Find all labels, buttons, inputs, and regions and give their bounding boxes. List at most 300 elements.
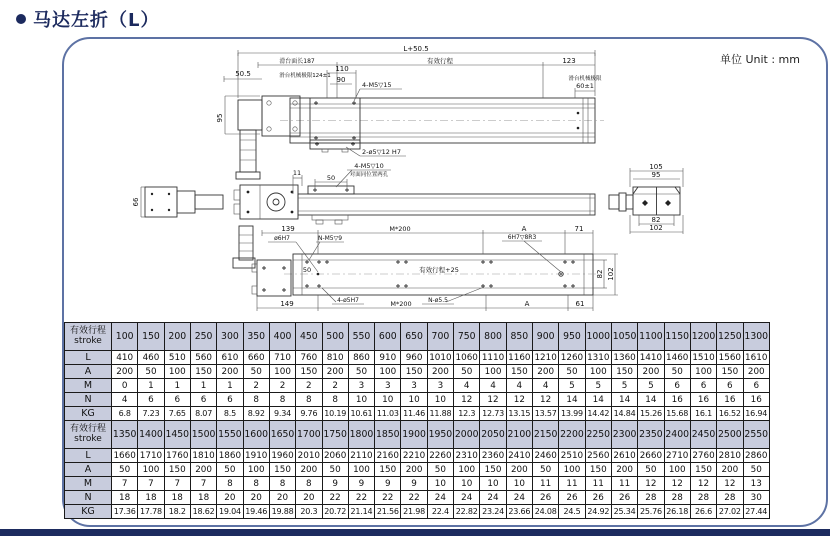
table-cell: 21.14 bbox=[348, 505, 374, 519]
stroke-header-cell: 100 bbox=[112, 323, 138, 351]
dim-82-end: 82 bbox=[651, 216, 661, 224]
table-cell: 1560 bbox=[718, 352, 742, 363]
technical-drawing bbox=[64, 43, 814, 319]
table-cell: 2210 bbox=[402, 450, 426, 461]
stroke-header-row bbox=[65, 323, 770, 351]
stroke-header-cell: 300 bbox=[217, 323, 243, 351]
table-cell: 25.34 bbox=[611, 505, 637, 519]
table-cell: 150 bbox=[717, 365, 743, 379]
table-cell: 100 bbox=[690, 365, 716, 379]
table-row bbox=[65, 379, 770, 393]
table-cell: 2410 bbox=[508, 450, 531, 461]
table-row bbox=[65, 365, 770, 379]
stroke-header-cell: 750 bbox=[454, 323, 480, 351]
table-cell: 11 bbox=[533, 477, 559, 491]
table-cell: 2010 bbox=[297, 450, 321, 461]
dim-139: 139 bbox=[281, 225, 295, 233]
table-cell: 28 bbox=[664, 491, 690, 505]
table-cell: 28 bbox=[638, 491, 664, 505]
table-cell: 7 bbox=[190, 477, 216, 491]
table-cell: 12 bbox=[717, 477, 743, 491]
table-cell: 18.62 bbox=[190, 505, 216, 519]
table-cell: 50 bbox=[664, 365, 690, 379]
row-label: N bbox=[65, 491, 112, 505]
table-cell: 26 bbox=[559, 491, 585, 505]
table-cell: 6 bbox=[190, 393, 216, 407]
stroke-header-cell: 950 bbox=[559, 323, 585, 351]
dim-82-bottom: 82 bbox=[596, 269, 604, 279]
table-cell: 12 bbox=[664, 477, 690, 491]
stroke-header-cell: 1750 bbox=[322, 421, 348, 449]
unit-label: 单位 Unit : mm bbox=[719, 53, 800, 66]
table-cell: 6 bbox=[217, 393, 243, 407]
stroke-header-cell: 700 bbox=[427, 323, 453, 351]
table-cell: 14 bbox=[559, 393, 585, 407]
table-cell: 200 bbox=[638, 365, 664, 379]
table-cell: 18 bbox=[112, 491, 138, 505]
table-cell: 22.4 bbox=[427, 505, 453, 519]
row-label: M bbox=[65, 379, 112, 393]
table-cell: 8.07 bbox=[190, 407, 216, 421]
table-cell: 1510 bbox=[692, 352, 715, 363]
stroke-header-cell: 1400 bbox=[138, 421, 164, 449]
table-cell: 26 bbox=[585, 491, 611, 505]
stroke-header-cell: 450 bbox=[296, 323, 322, 351]
table-cell: 5 bbox=[585, 379, 611, 393]
stroke-header-cell: 1150 bbox=[664, 323, 690, 351]
stroke-header-cell: 1250 bbox=[717, 323, 743, 351]
table-row bbox=[65, 449, 770, 463]
table-cell: 2760 bbox=[692, 450, 715, 461]
table-cell: 510 bbox=[164, 351, 190, 365]
stroke-header-cell: 2450 bbox=[690, 421, 716, 449]
table-cell: 2510 bbox=[560, 450, 584, 461]
table-cell: 9.76 bbox=[296, 407, 322, 421]
table-cell: 16.1 bbox=[690, 407, 716, 421]
table-cell: 12 bbox=[638, 477, 664, 491]
dim-a-top: A bbox=[521, 225, 527, 233]
table-cell: 2860 bbox=[743, 449, 770, 463]
table-cell: 50 bbox=[638, 463, 664, 477]
table-cell: 150 bbox=[269, 463, 295, 477]
table-cell: 19.46 bbox=[243, 505, 269, 519]
stroke-header-cell: 1350 bbox=[112, 421, 138, 449]
stroke-header-cell: 1000 bbox=[585, 323, 611, 351]
table-cell: 50 bbox=[243, 365, 269, 379]
table-cell: 200 bbox=[533, 365, 559, 379]
stroke-header-label: 有效行程 stroke bbox=[65, 323, 112, 351]
table-cell: 11 bbox=[611, 477, 637, 491]
table-cell: 100 bbox=[269, 365, 295, 379]
table-cell: 1 bbox=[164, 379, 190, 393]
table-cell: 8 bbox=[322, 393, 348, 407]
table-cell: 27.02 bbox=[717, 505, 743, 519]
stroke-header-cell: 550 bbox=[348, 323, 374, 351]
table-cell: 8 bbox=[296, 393, 322, 407]
table-row bbox=[65, 351, 770, 365]
table-cell: 7.65 bbox=[164, 407, 190, 421]
table-cell: 200 bbox=[112, 365, 138, 379]
table-cell: 1010 bbox=[429, 352, 452, 363]
table-cell: 1310 bbox=[587, 352, 610, 363]
dim-105: 105 bbox=[649, 163, 663, 171]
table-cell: 14 bbox=[611, 393, 637, 407]
hole-6h7-label: 6H7▽8R3 bbox=[507, 234, 537, 241]
table-cell: 6 bbox=[664, 379, 690, 393]
row-label: L bbox=[65, 449, 112, 463]
dim-pin-holes: 2-ø5▽12 H7 bbox=[362, 148, 401, 156]
table-cell: 6 bbox=[743, 379, 770, 393]
table-cell: 24.5 bbox=[559, 505, 585, 519]
table-cell: 50 bbox=[743, 463, 770, 477]
table-cell: 960 bbox=[401, 351, 427, 365]
table-cell: 2660 bbox=[639, 450, 663, 461]
spec-tables bbox=[64, 322, 770, 519]
table-cell: 11.03 bbox=[375, 407, 401, 421]
table-cell: 150 bbox=[585, 463, 611, 477]
dim-123: 123 bbox=[562, 57, 576, 65]
stroke-header-cell: 900 bbox=[533, 323, 559, 351]
page-title bbox=[16, 6, 159, 32]
table-cell: 22.82 bbox=[454, 505, 480, 519]
table-cell: 3 bbox=[348, 379, 374, 393]
table-cell: 100 bbox=[559, 463, 585, 477]
table-cell: 22 bbox=[375, 491, 401, 505]
bottom-view-dimensions bbox=[257, 225, 618, 311]
table-cell: 2360 bbox=[481, 450, 505, 461]
table-cell: 11.46 bbox=[401, 407, 427, 421]
table-cell: 26.6 bbox=[690, 505, 716, 519]
page-title-text: 马达左折（L） bbox=[33, 10, 160, 31]
table-cell: 9 bbox=[375, 477, 401, 491]
stroke-header-cell: 2000 bbox=[454, 421, 480, 449]
plan-view-geometry bbox=[236, 96, 604, 179]
table-row bbox=[65, 505, 770, 519]
table-cell: 6.8 bbox=[112, 407, 138, 421]
row-label: N bbox=[65, 393, 112, 407]
table-cell: 2 bbox=[322, 379, 348, 393]
table-cell: 7 bbox=[138, 477, 164, 491]
dim-102-bottom: 102 bbox=[607, 267, 615, 281]
table-cell: 10 bbox=[401, 393, 427, 407]
table-cell: 2560 bbox=[587, 450, 610, 461]
table-cell: 4 bbox=[112, 393, 138, 407]
table-row bbox=[65, 393, 770, 407]
table-cell: 200 bbox=[322, 365, 348, 379]
stroke-header-cell: 1950 bbox=[427, 421, 453, 449]
table-cell: 1810 bbox=[192, 450, 215, 461]
dim-tap-side-note: 对面同位置两孔 bbox=[349, 172, 389, 178]
table-cell: 760 bbox=[296, 351, 322, 365]
stroke-header-cell: 1200 bbox=[690, 323, 716, 351]
table-cell: 460 bbox=[138, 351, 164, 365]
table-cell: 1260 bbox=[560, 352, 584, 363]
table-cell: 12 bbox=[454, 393, 480, 407]
table-cell: 14.84 bbox=[611, 407, 637, 421]
table-cell: 610 bbox=[217, 351, 243, 365]
table-cell: 16 bbox=[717, 393, 743, 407]
table-cell: 200 bbox=[217, 365, 243, 379]
table-cell: 1760 bbox=[166, 450, 189, 461]
table-cell: 8 bbox=[217, 477, 243, 491]
side-view-dimensions bbox=[132, 162, 391, 217]
table-cell: 1160 bbox=[508, 352, 531, 363]
table-cell: 9.34 bbox=[269, 407, 295, 421]
table-cell: 16 bbox=[690, 393, 716, 407]
table-cell: 2160 bbox=[376, 450, 399, 461]
table-cell: 150 bbox=[164, 463, 190, 477]
table-cell: 20 bbox=[269, 491, 295, 505]
table-cell: 15.26 bbox=[638, 407, 664, 421]
dim-95-plan: 95 bbox=[216, 113, 224, 123]
table-cell: 28 bbox=[690, 491, 716, 505]
table-cell: 26.18 bbox=[664, 505, 690, 519]
table-cell: 6 bbox=[690, 379, 716, 393]
table-row bbox=[65, 463, 770, 477]
table-cell: 150 bbox=[401, 365, 427, 379]
table-cell: 18 bbox=[190, 491, 216, 505]
dim-102-end: 102 bbox=[649, 224, 663, 232]
table-cell: 20.72 bbox=[322, 505, 348, 519]
table-cell: 100 bbox=[480, 365, 506, 379]
table-cell: 6 bbox=[717, 379, 743, 393]
row-label: L bbox=[65, 351, 112, 365]
table-cell: 11.88 bbox=[427, 407, 453, 421]
dim-pitch-bottom: M*200 bbox=[390, 300, 412, 308]
table-cell: 3 bbox=[375, 379, 401, 393]
table-cell: 50 bbox=[559, 365, 585, 379]
dim-11: 11 bbox=[292, 169, 302, 177]
dim-pitch-top: M*200 bbox=[389, 225, 411, 233]
table-cell: 24 bbox=[506, 491, 532, 505]
table-cell: 6 bbox=[138, 393, 164, 407]
table-cell: 3 bbox=[401, 379, 427, 393]
table-cell: 1710 bbox=[139, 450, 163, 461]
stroke-table-1 bbox=[64, 322, 770, 421]
stroke-header-row bbox=[65, 421, 770, 449]
table-cell: 11 bbox=[585, 477, 611, 491]
table-cell: 8 bbox=[269, 477, 295, 491]
stroke-header-cell: 2100 bbox=[506, 421, 532, 449]
table-cell: 50 bbox=[427, 463, 453, 477]
dim-66: 66 bbox=[132, 197, 140, 207]
table-cell: 100 bbox=[664, 463, 690, 477]
dim-50-5: 50.5 bbox=[235, 70, 251, 78]
stroke-header-cell: 1550 bbox=[217, 421, 243, 449]
table-cell: 22 bbox=[322, 491, 348, 505]
table-cell: 200 bbox=[427, 365, 453, 379]
table-cell: 12 bbox=[690, 477, 716, 491]
table-cell: 14.42 bbox=[585, 407, 611, 421]
table-cell: 14 bbox=[638, 393, 664, 407]
hole-n55-label: N-ø5.5 bbox=[428, 297, 448, 304]
table-cell: 10 bbox=[454, 477, 480, 491]
table-cell: 8 bbox=[269, 393, 295, 407]
table-cell: 710 bbox=[269, 351, 295, 365]
stroke-header-cell: 850 bbox=[506, 323, 532, 351]
table-cell: 8.92 bbox=[243, 407, 269, 421]
table-cell: 1 bbox=[138, 379, 164, 393]
table-cell: 16 bbox=[743, 393, 770, 407]
table-cell: 10 bbox=[375, 393, 401, 407]
stroke-header-cell: 2350 bbox=[638, 421, 664, 449]
table-cell: 100 bbox=[348, 463, 374, 477]
table-cell: 50 bbox=[322, 463, 348, 477]
table-cell: 28 bbox=[717, 491, 743, 505]
table-cell: 20 bbox=[217, 491, 243, 505]
table-cell: 24.08 bbox=[533, 505, 559, 519]
table-cell: 7 bbox=[164, 477, 190, 491]
table-cell: 1360 bbox=[613, 352, 636, 363]
table-cell: 4 bbox=[533, 379, 559, 393]
table-cell: 26 bbox=[533, 491, 559, 505]
table-cell: 9 bbox=[322, 477, 348, 491]
table-cell: 200 bbox=[506, 463, 532, 477]
table-cell: 1660 bbox=[113, 450, 136, 461]
table-cell: 910 bbox=[375, 351, 401, 365]
table-cell: 5 bbox=[559, 379, 585, 393]
table-cell: 150 bbox=[375, 463, 401, 477]
stroke-header-cell: 1600 bbox=[243, 421, 269, 449]
table-cell: 4 bbox=[480, 379, 506, 393]
row-label: A bbox=[65, 463, 112, 477]
table-cell: 10 bbox=[427, 477, 453, 491]
table-cell: 13 bbox=[743, 477, 770, 491]
table-cell: 16.94 bbox=[743, 407, 770, 421]
stroke-header-cell: 1650 bbox=[269, 421, 295, 449]
table-cell: 5 bbox=[638, 379, 664, 393]
table-cell: 18.2 bbox=[164, 505, 190, 519]
dim-a-bottom: A bbox=[524, 300, 530, 308]
table-cell: 22 bbox=[401, 491, 427, 505]
table-cell: 24.92 bbox=[585, 505, 611, 519]
stroke-header-cell: 200 bbox=[164, 323, 190, 351]
stroke-header-cell: 1500 bbox=[190, 421, 216, 449]
stroke-header-cell: 2300 bbox=[611, 421, 637, 449]
stroke-header-cell: 2250 bbox=[585, 421, 611, 449]
dim-mech-limit-right: 滑台机械极限 bbox=[568, 76, 602, 82]
dim-mech-limit-left: 滑台机械极限124±1 bbox=[279, 73, 331, 79]
table-cell: 27.44 bbox=[743, 505, 770, 519]
table-cell: 10 bbox=[427, 393, 453, 407]
table-cell: 1 bbox=[190, 379, 216, 393]
table-cell: 18 bbox=[164, 491, 190, 505]
hole-phi6-label: ø6H7 bbox=[274, 235, 290, 242]
dim-90: 90 bbox=[336, 76, 346, 84]
table-cell: 30 bbox=[743, 491, 770, 505]
table-cell: 23.24 bbox=[480, 505, 506, 519]
table-cell: 19.04 bbox=[217, 505, 243, 519]
dim-effective-stroke: 有效行程 bbox=[427, 57, 453, 65]
table-cell: 3 bbox=[427, 379, 453, 393]
table-cell: 1860 bbox=[218, 450, 242, 461]
table-row bbox=[65, 491, 770, 505]
table-cell: 24 bbox=[454, 491, 480, 505]
table-cell: 50 bbox=[533, 463, 559, 477]
table-cell: 8 bbox=[243, 393, 269, 407]
table-cell: 17.36 bbox=[112, 505, 138, 519]
table-cell: 200 bbox=[296, 463, 322, 477]
table-cell: 2610 bbox=[613, 450, 636, 461]
stroke-header-cell: 1800 bbox=[348, 421, 374, 449]
table-cell: 200 bbox=[401, 463, 427, 477]
table-cell: 2060 bbox=[323, 450, 347, 461]
stroke-header-cell: 1450 bbox=[164, 421, 190, 449]
footer-bar bbox=[0, 529, 830, 536]
stroke-header-cell: 2050 bbox=[480, 421, 506, 449]
table-cell: 2810 bbox=[718, 450, 742, 461]
table-cell: 50 bbox=[112, 463, 138, 477]
row-label: A bbox=[65, 365, 112, 379]
dim-60: 60±1 bbox=[576, 82, 594, 90]
table-row bbox=[65, 477, 770, 491]
table-cell: 20 bbox=[296, 491, 322, 505]
effective-stroke-25-label: 有效行程+25 bbox=[419, 266, 459, 274]
table-cell: 13.57 bbox=[533, 407, 559, 421]
table-cell: 12.73 bbox=[480, 407, 506, 421]
table-cell: 200 bbox=[190, 463, 216, 477]
table-cell: 1060 bbox=[455, 352, 478, 363]
table-cell: 12 bbox=[480, 393, 506, 407]
row-label: M bbox=[65, 477, 112, 491]
table-cell: 200 bbox=[743, 365, 770, 379]
table-cell: 22 bbox=[348, 491, 374, 505]
row-label: KG bbox=[65, 407, 112, 421]
dim-overall-length: L+50.5 bbox=[403, 45, 429, 53]
table-cell: 7 bbox=[112, 477, 138, 491]
table-cell: 1110 bbox=[481, 352, 505, 363]
dim-50-side: 50 bbox=[326, 174, 336, 182]
table-cell: 100 bbox=[375, 365, 401, 379]
table-cell: 19.88 bbox=[269, 505, 295, 519]
table-cell: 10 bbox=[348, 393, 374, 407]
table-cell: 24 bbox=[427, 491, 453, 505]
stroke-header-cell: 350 bbox=[243, 323, 269, 351]
table-cell: 100 bbox=[454, 463, 480, 477]
hole-4phi5-label: 4-ø5H7 bbox=[337, 297, 359, 304]
dim-slide-length: 滑台面长187 bbox=[279, 58, 315, 65]
row-label: KG bbox=[65, 505, 112, 519]
table-cell: 150 bbox=[480, 463, 506, 477]
table-cell: 2 bbox=[269, 379, 295, 393]
table-cell: 8.5 bbox=[217, 407, 243, 421]
table-cell: 13.99 bbox=[559, 407, 585, 421]
table-cell: 16 bbox=[664, 393, 690, 407]
dim-tap-top: 4-M5▽15 bbox=[362, 81, 392, 89]
table-cell: 26 bbox=[611, 491, 637, 505]
table-cell: 150 bbox=[690, 463, 716, 477]
table-cell: 4 bbox=[506, 379, 532, 393]
table-cell: 12.3 bbox=[454, 407, 480, 421]
table-cell: 100 bbox=[138, 463, 164, 477]
table-cell: 7.23 bbox=[138, 407, 164, 421]
table-cell: 10.61 bbox=[348, 407, 374, 421]
table-cell: 1 bbox=[217, 379, 243, 393]
stroke-header-cell: 2200 bbox=[559, 421, 585, 449]
end-view-geometry bbox=[609, 187, 680, 215]
table-cell: 100 bbox=[164, 365, 190, 379]
table-cell: 4 bbox=[454, 379, 480, 393]
table-cell: 24 bbox=[480, 491, 506, 505]
table-cell: 150 bbox=[190, 365, 216, 379]
table-cell: 150 bbox=[506, 365, 532, 379]
table-cell: 2460 bbox=[534, 450, 557, 461]
table-cell: 660 bbox=[243, 351, 269, 365]
table-cell: 1960 bbox=[271, 450, 294, 461]
table-cell: 2110 bbox=[350, 450, 373, 461]
table-cell: 860 bbox=[348, 351, 374, 365]
stroke-header-cell: 2500 bbox=[717, 421, 743, 449]
